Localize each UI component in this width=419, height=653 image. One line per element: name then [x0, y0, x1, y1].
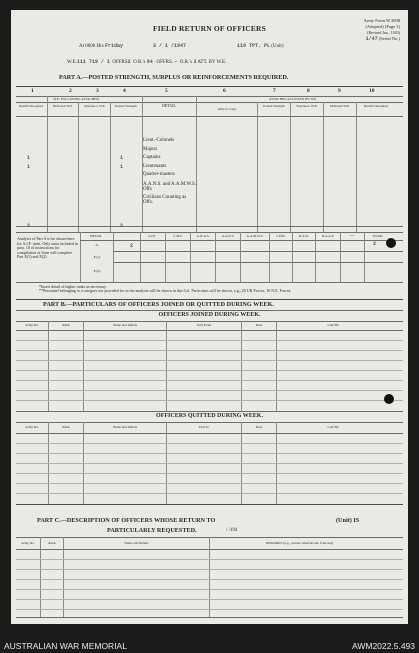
analysis-col-aif: A.I.F. — [148, 234, 156, 238]
hdr-reinf-required: Reinf'ts Required — [19, 104, 43, 108]
hdr-attached-surplus: Surplus to W.E. — [296, 104, 318, 108]
ors-value: 94 — [146, 59, 153, 65]
lieut-reinf: 1 — [27, 164, 31, 170]
form-adapted: (Adapted) (Page 1) — [365, 24, 400, 29]
rule — [16, 330, 403, 331]
rule — [269, 232, 270, 282]
col-num-5: 5 — [165, 88, 168, 94]
analysis-col-other: * * — [349, 234, 355, 238]
part-c-heading-1: PART C.—DESCRIPTION OF OFFICERS WHOSE RETURN TO — [37, 517, 216, 524]
rule — [16, 609, 403, 610]
col-num-8: 8 — [307, 88, 310, 94]
rule — [16, 340, 403, 341]
rule — [63, 537, 64, 617]
rule — [16, 282, 403, 283]
rule — [16, 579, 403, 580]
hdr-posted-strength: Posted Strength — [115, 104, 137, 108]
rule — [292, 232, 293, 282]
c-col-name: Name and Initials — [124, 541, 149, 545]
quitted-col-rank: Rank — [62, 425, 70, 429]
rank-captain: Captains — [143, 155, 161, 161]
rule — [16, 443, 403, 444]
analysis-note: Analysis of Part A to be shown here for A.I.F. units. Only units included in para. 10 of instructions for compilation of form will complete Part E(1) and E(2). — [17, 236, 79, 260]
analysis-row-e1: E.(1) — [93, 255, 101, 259]
date-value: 3 / 1 /1947 — [153, 43, 187, 49]
rule — [16, 483, 403, 484]
rule — [16, 453, 403, 454]
offrs-label: OFFRS — [112, 60, 128, 65]
punch-hole — [384, 394, 394, 404]
form-revised: (Revised Jan., 1943) — [367, 30, 400, 35]
rule — [16, 422, 403, 423]
rule — [16, 559, 403, 560]
rule — [16, 569, 403, 570]
rule — [16, 617, 403, 618]
attached-allowed-header: ATTACHED ALLOWED BY W.E. — [269, 97, 317, 101]
hdr-attached-deficient: Deficient W.E. — [329, 104, 351, 108]
hdr-attached-reinf: Reinf'ts Required — [364, 104, 388, 108]
analysis-col-cmf: C.M.F. — [173, 234, 183, 238]
lieut-posted: 1 — [120, 164, 124, 170]
form-sheet — [11, 10, 408, 624]
col-num-9: 9 — [338, 88, 341, 94]
rule — [16, 411, 403, 412]
rank-major: Majors — [143, 146, 158, 152]
quitted-col-unit-to: Unit To — [198, 425, 210, 429]
joined-col-cause: CAUSE — [327, 323, 339, 327]
att-label: ATT. BY W.E. — [197, 60, 227, 65]
analysis-a-total: 2 — [373, 241, 377, 247]
rule — [110, 102, 111, 232]
archive-caption-bar — [0, 638, 419, 653]
ors2-label: O.R.'s — [179, 60, 193, 65]
joined-col-date: Date — [255, 323, 263, 327]
rule — [16, 599, 403, 600]
archive-name: AUSTRALIAN WAR MEMORIAL — [4, 641, 127, 651]
joined-col-rank: Rank — [62, 323, 70, 327]
rule — [240, 232, 241, 282]
unit-value: 119 TPT. PL — [237, 43, 271, 49]
rule — [16, 226, 403, 227]
part-a-heading: PART A.—POSTED STRENGTH, SURPLUS OR REINFORCEMENTS REQUIRED. — [59, 74, 289, 81]
rule — [16, 86, 403, 87]
analysis-col-awas: A.W.A.S. — [196, 234, 210, 238]
analysis-detail-header: DETAIL — [90, 234, 102, 238]
part-c-heading-date: / /194 — [226, 528, 238, 533]
captain-posted: 1 — [120, 155, 124, 161]
c-col-rank: Rank — [48, 541, 56, 545]
footnote-2: **Personnel belonging to a category not provided for in the analysis will be shown in this Col. Particulars will be shown, e.g., 20 UK Forces; 10 N.E. Forces. — [39, 288, 292, 293]
offrs2-value: – — [174, 59, 178, 65]
hdr-arm-corps: Arm or Corps — [217, 107, 237, 111]
joined-col-name: Name and Initials — [112, 323, 138, 327]
rule — [215, 232, 216, 282]
col-num-1: 1 — [31, 88, 34, 94]
c-col-army-no: Army No. — [21, 541, 35, 545]
hdr-detail: DETAIL — [161, 103, 177, 108]
rule — [16, 310, 403, 311]
joined-heading: OFFICERS JOINED DURING WEEK. — [158, 312, 261, 318]
rule — [16, 473, 403, 474]
ors-label: O.R.'s — [133, 60, 146, 65]
rule — [47, 96, 48, 232]
rule — [16, 380, 403, 381]
rule — [16, 463, 403, 464]
hdr-deficient-we: Deficient W.E. — [52, 104, 74, 108]
rule — [80, 240, 403, 241]
rule — [16, 504, 403, 505]
at-hours-line — [79, 43, 123, 49]
rank-qm: Quarter-masters — [143, 172, 176, 178]
total-reinf: 2 — [27, 223, 31, 229]
rule — [364, 232, 365, 282]
rank-lt-col: Lieut.-Colonels — [143, 138, 175, 143]
analysis-col-civil: CIVIL — [276, 234, 286, 238]
part-c-heading-2: PARTICULARLY REQUESTED. — [107, 527, 197, 534]
col-num-10: 10 — [369, 88, 375, 94]
rule — [78, 102, 79, 232]
rule — [16, 589, 403, 590]
analysis-row-a: A. — [95, 243, 99, 247]
part-c-heading-unit: (Unit) IS — [336, 517, 360, 524]
rule — [16, 299, 403, 300]
unit-label: (Unit) — [271, 44, 284, 49]
col-num-6: 6 — [223, 88, 226, 94]
unit-line — [237, 43, 284, 49]
rule — [209, 537, 210, 617]
punch-hole — [386, 238, 396, 248]
archive-reference: AWM2022.5.493 — [352, 641, 415, 651]
analysis-col-raaf: R.A.A.F. — [321, 234, 335, 238]
rule — [276, 321, 277, 411]
rule — [16, 493, 403, 494]
quitted-col-cause: CAUSE — [327, 425, 339, 429]
rank-civilians: Civilians Counting as Offs. — [143, 194, 187, 206]
col-num-4: 4 — [123, 88, 126, 94]
rule — [190, 232, 191, 282]
part-b-heading: PART B.—PARTICULARS OF OFFICERS JOINED OR QUITTED DURING WEEK. — [43, 301, 274, 308]
hdr-attached-posted: Posted Strength — [263, 104, 285, 108]
rule — [16, 400, 403, 401]
rank-list — [143, 137, 197, 206]
analysis-row-e2: E.(2) — [93, 269, 101, 273]
form-number: Army Form W.3008 — [363, 18, 400, 23]
analysis-col-aans: A.A.N.S. — [221, 234, 235, 238]
analysis-col-ran: R.A.N. — [299, 234, 309, 238]
rank-aans: A.A.N.S. and A.A.M.W.S. Offs — [143, 181, 197, 193]
we-line — [67, 59, 226, 65]
c-col-remarks: REMARKS (e.g., present whereabouts if known). — [266, 541, 334, 545]
footnote-1: *Insert detail of higher ranks as necessary. — [39, 284, 107, 289]
quitted-col-name: Name and Initials — [112, 425, 138, 429]
rule — [315, 232, 316, 282]
rule — [16, 390, 403, 391]
analysis-col-total: TOTAL — [372, 234, 384, 238]
rule — [113, 262, 403, 263]
offrs2-label: OFFRS. — [156, 60, 174, 65]
rule — [16, 433, 403, 434]
hdr-surplus-we: Surplus to W.E. — [84, 104, 106, 108]
serial-value: 1/47 — [365, 36, 378, 42]
analysis-a-aif: 2 — [130, 243, 134, 249]
serial-label: (Serial No.) — [378, 36, 400, 41]
quitted-col-army-no: Army No. — [25, 425, 39, 429]
rule — [166, 321, 167, 411]
joined-col-unit-from: Unit From — [196, 323, 212, 327]
rule — [16, 116, 403, 117]
rule — [40, 537, 41, 617]
analysis-col-aamws: A.A.M.W.S. — [246, 234, 264, 238]
captain-reinf: 1 — [27, 155, 31, 161]
rule — [16, 350, 403, 351]
rule — [241, 321, 242, 411]
col-num-2: 2 — [69, 88, 72, 94]
rule — [83, 321, 84, 411]
rule — [340, 232, 341, 282]
rule — [16, 360, 403, 361]
form-title: FIELD RETURN OF OFFICERS — [152, 24, 267, 33]
quitted-col-date: Date — [255, 425, 263, 429]
rule — [323, 102, 324, 232]
offrs-value: 2 — [127, 59, 131, 65]
col-num-3: 3 — [96, 88, 99, 94]
joined-col-army-no: Army No. — [25, 323, 39, 327]
at-label: At 0600 Hrs — [79, 44, 104, 49]
we-value: 111 719 / 1 — [76, 59, 110, 65]
rule — [113, 251, 403, 252]
rule — [140, 232, 141, 282]
rule — [356, 102, 357, 232]
day-value: Friday — [104, 43, 123, 49]
rule — [48, 321, 49, 411]
rule — [16, 321, 403, 322]
rule — [16, 102, 403, 103]
quitted-heading: OFFICERS QUITTED DURING WEEK. — [156, 413, 263, 419]
rule — [165, 232, 166, 282]
total-posted: 2 — [120, 223, 124, 229]
we-label: W.E. — [67, 60, 77, 65]
col-num-7: 7 — [273, 88, 276, 94]
rule — [16, 370, 403, 371]
rule — [16, 232, 403, 233]
ors2-value: 3 — [193, 59, 197, 65]
rule — [290, 102, 291, 232]
rule — [257, 102, 258, 232]
rank-lieutenant: Lieutenants — [143, 163, 167, 169]
we-excluding-header: W.E. EXCLUDING ATTACHED — [53, 97, 99, 101]
